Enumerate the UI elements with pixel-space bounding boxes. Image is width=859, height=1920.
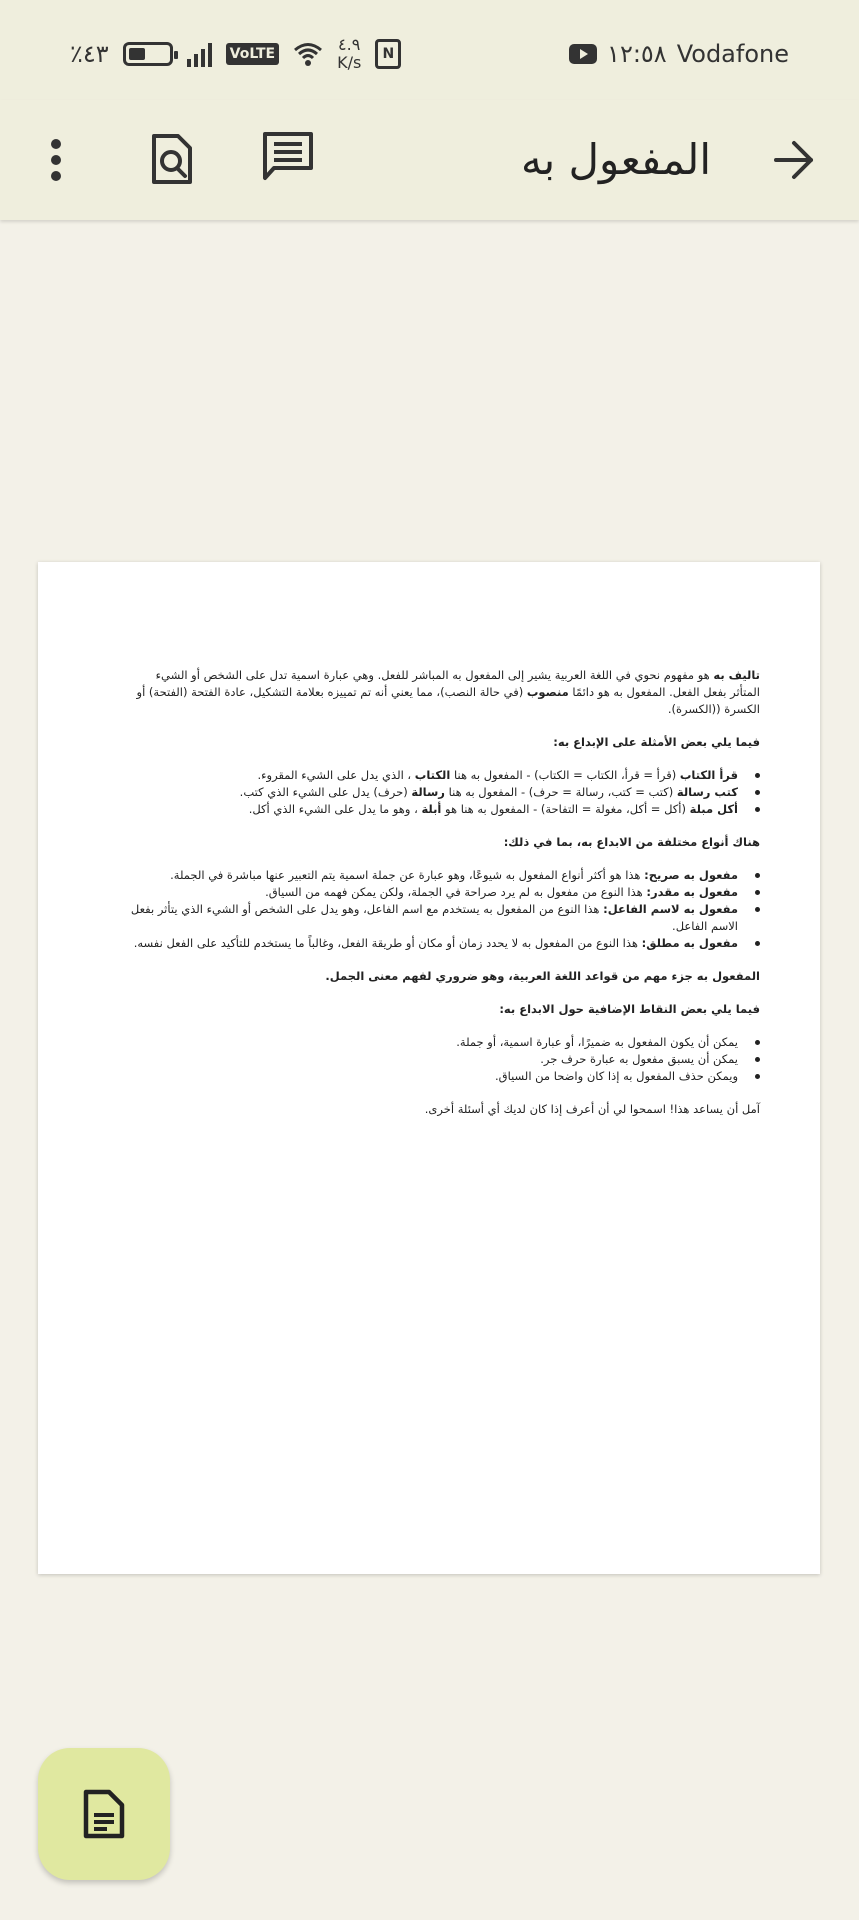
list-item bbox=[128, 935, 738, 952]
type-term: مفعول به مطلق: bbox=[641, 936, 738, 950]
volte-icon: VoLTE bbox=[226, 43, 279, 65]
find-in-page-button[interactable] bbox=[142, 124, 202, 194]
intro-term-2: منصوب bbox=[526, 685, 569, 699]
closing-paragraph: آمل أن يساعد هذا! اسمحوا لي أن أعرف إذا كان لديك أي أسئلة أخرى. bbox=[424, 1102, 760, 1116]
document-title: المفعول به bbox=[520, 135, 711, 184]
document-page[interactable] bbox=[38, 562, 820, 1574]
youtube-icon bbox=[569, 44, 597, 64]
example-term: قرأ الكتاب bbox=[679, 768, 738, 782]
intro-text: هو مفهوم نحوي في اللغة العربية يشير إلى المفعول به المباشر للفعل. وهي عبارة اسمية تدل على الشخص أو الشيء المتأثر بفعل الفعل. المفعول به هو دائمًا bbox=[155, 668, 760, 699]
nfc-icon: N bbox=[375, 39, 401, 69]
example-text-2: (حرف) يدل على الشيء الذي كتب. bbox=[239, 785, 412, 799]
example-term-2: الكتاب bbox=[414, 768, 451, 782]
list-item bbox=[128, 801, 738, 818]
example-text: (كتب = كتب، رسالة = حرف) - المفعول به هنا bbox=[444, 785, 677, 799]
intro-text-2: (في حالة النصب)، مما يعني أنه تم تمييزه بعلامة التشكيل، عادة الفتحة (الفتحة) أو الكسرة ((الكسرة). bbox=[136, 685, 760, 716]
more-vert-icon bbox=[50, 138, 62, 182]
extra-heading: فيما يلي بعض النقاط الإضافية حول الابداع به: bbox=[499, 1002, 760, 1016]
battery-icon bbox=[123, 42, 173, 66]
status-bar-left bbox=[70, 34, 401, 74]
back-button[interactable] bbox=[762, 128, 826, 192]
type-term: مفعول به لاسم الفاعل: bbox=[603, 902, 738, 916]
example-term: كتب رسالة bbox=[676, 785, 738, 799]
type-term: مفعول به مقدر: bbox=[646, 885, 738, 899]
list-item bbox=[128, 867, 738, 884]
example-term-2: أبلة bbox=[421, 802, 442, 816]
document-content bbox=[128, 667, 760, 1134]
edit-document-button[interactable] bbox=[38, 1748, 170, 1880]
net-speed-value: ٤.٩ bbox=[338, 35, 361, 54]
list-item bbox=[128, 784, 738, 801]
example-term: أكل مبلة bbox=[689, 802, 738, 816]
type-text: هذا النوع من مفعول به لم يرد صراحة في الجملة، ولكن يمكن فهمه من السياق. bbox=[265, 885, 647, 899]
network-speed bbox=[337, 36, 361, 72]
comment-icon bbox=[262, 131, 314, 181]
type-text: هذا النوع من المفعول به لا يحدد زمان أو مكان أو طريقة الفعل، وغالباً ما يستخدم للتأكيد على الفعل نفسه. bbox=[133, 936, 642, 950]
example-text: (قرأ = قرأ، الكتاب = الكتاب) - المفعول به هنا bbox=[450, 768, 680, 782]
wifi-icon bbox=[293, 41, 323, 67]
type-term: مفعول به صريح: bbox=[644, 868, 738, 882]
list-item: يمكن أن يسبق مفعول به عبارة حرف جر. bbox=[128, 1051, 738, 1068]
find-in-page-icon bbox=[150, 133, 194, 185]
example-text-2: ، الذي يدل على الشيء المقروء. bbox=[257, 768, 415, 782]
status-bar bbox=[0, 0, 859, 100]
carrier-name: Vodafone bbox=[676, 40, 789, 68]
net-speed-unit: K/s bbox=[337, 53, 362, 72]
types-list bbox=[128, 867, 760, 952]
intro-paragraph bbox=[128, 667, 760, 718]
status-bar-right bbox=[569, 34, 789, 74]
list-item bbox=[128, 884, 738, 901]
type-text: هذا هو أكثر أنواع المفعول به شيوعًا، وهو عبارة عن جملة اسمية يتم التعبير عنها مباشرة في الجملة. bbox=[170, 868, 645, 882]
example-text-2: ، وهو ما يدل على الشيء الذي أكل. bbox=[248, 802, 422, 816]
summary-paragraph: المفعول به جزء مهم من قواعد اللغة العربية، وهو ضروري لفهم معنى الجمل. bbox=[325, 969, 760, 983]
clock: ١٢:٥٨ bbox=[607, 40, 667, 68]
list-item bbox=[128, 901, 738, 935]
list-item bbox=[128, 767, 738, 784]
battery-percent: ٪٤٣ bbox=[70, 40, 109, 68]
document-icon bbox=[83, 1789, 125, 1839]
list-item: يمكن أن يكون المفعول به ضميرًا، أو عبارة اسمية، أو جملة. bbox=[128, 1034, 738, 1051]
examples-list bbox=[128, 767, 760, 818]
example-text: (أكل = أكل، مغولة = التفاحة) - المفعول به هنا هو bbox=[441, 802, 690, 816]
type-text: هذا النوع من المفعول به يستخدم مع اسم الفاعل، وهو يدل على الشخص أو الشيء الذي يتأثر بفعل الاسم الفاعل. bbox=[130, 902, 738, 933]
back-arrow-icon bbox=[773, 140, 815, 180]
list-item: ويمكن حذف المفعول به إذا كان واضحا من السياق. bbox=[128, 1068, 738, 1085]
app-bar bbox=[0, 100, 859, 220]
more-options-button[interactable] bbox=[36, 130, 76, 190]
example-term-2: رسالة bbox=[411, 785, 445, 799]
types-heading: هناك أنواع مختلفة من الابداع به، بما في ذلك: bbox=[503, 835, 760, 849]
extra-points-list bbox=[128, 1034, 760, 1085]
comments-button[interactable] bbox=[256, 124, 320, 188]
intro-term: تاليف به bbox=[713, 668, 760, 682]
examples-heading: فيما يلي بعض الأمثلة على الإبداع به: bbox=[553, 735, 760, 749]
signal-icon bbox=[187, 41, 212, 67]
